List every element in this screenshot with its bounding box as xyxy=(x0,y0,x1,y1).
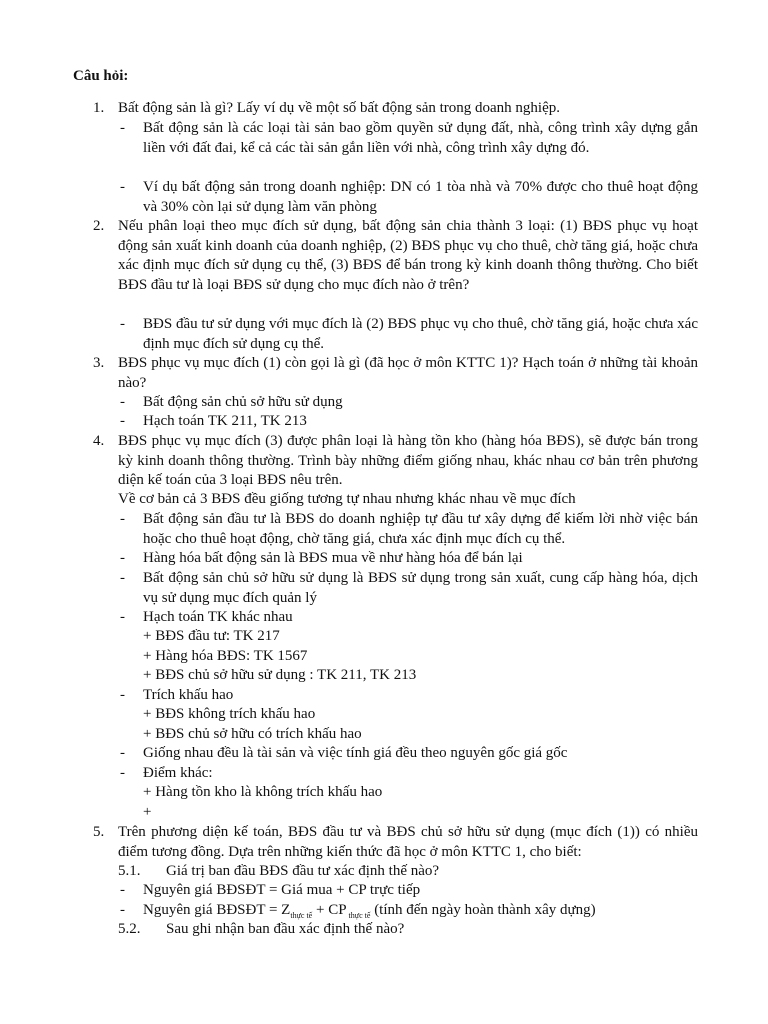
question-1-text: Bất động sản là gì? Lấy ví dụ về một số bất động sản trong doanh nghiệp. xyxy=(118,100,561,116)
formula-subscript: thực tế xyxy=(290,911,313,920)
answer-4-bullet: Trích khấu hao xyxy=(143,687,234,703)
bullet-dash: - xyxy=(120,882,125,898)
answer-4-bullet: Điểm khác: xyxy=(143,765,213,781)
answer-2-bullet: BĐS đầu tư sử dụng với mục đích là (2) BĐS phục vụ cho thuê, chờ tăng giá, hoặc chưa xác định mục đích sử dụng cụ thể. xyxy=(143,316,698,352)
answer-5-1-bullet: Nguyên giá BĐSĐT = Giá mua + CP trực tiếp xyxy=(143,882,421,898)
bullet-dash: - xyxy=(120,745,125,761)
depreciation-line: + BĐS chủ sở hữu có trích khấu hao xyxy=(143,726,362,742)
subquestion-5-2-text: Sau ghi nhận ban đầu xác định thế nào? xyxy=(166,921,405,937)
bullet-dash: - xyxy=(120,550,125,566)
difference-line: + xyxy=(143,804,152,820)
question-5-text: Trên phương diện kế toán, BĐS đầu tư và BĐS chủ sở hữu sử dụng (mục đích (1)) có nhiều điểm tương đồng. Dựa trên những kiến thức đã học ở môn KTTC 1, cho biết: xyxy=(118,824,698,860)
question-number: 5. xyxy=(93,824,105,840)
difference-line: + Hàng tồn kho là không trích khấu hao xyxy=(143,784,383,800)
answer-1-bullet: Ví dụ bất động sản trong doanh nghiệp: DN có 1 tòa nhà và 70% được cho thuê hoạt động và 30% còn lại sử dụng làm văn phòng xyxy=(143,179,698,215)
bullet-dash: - xyxy=(120,179,125,195)
formula-part: + CP xyxy=(312,902,347,918)
question-3-text: BĐS phục vụ mục đích (1) còn gọi là gì (đã học ở môn KTTC 1)? Hạch toán ở những tài khoản nào? xyxy=(118,355,698,391)
question-number: 2. xyxy=(93,218,105,234)
question-2-text: Nếu phân loại theo mục đích sử dụng, bất động sản chia thành 3 loại: (1) BĐS phục vụ hoạt động sản xuất kinh doanh của doanh nghiệp, (2) BĐS phục vụ cho thuê, chờ tăng giá, hoặc chưa xác định mục đích sử dụng cụ thể, (3) BĐS để bán trong kỳ kinh doanh thông thường. Cho biết BĐS đầu tư là loại BĐS sử dụng cho mục đích nào ở trên? xyxy=(118,218,698,293)
section-heading: Câu hỏi: xyxy=(73,68,129,84)
subquestion-number: 5.1. xyxy=(118,863,141,879)
answer-4-bullet: Hạch toán TK khác nhau xyxy=(143,609,293,625)
bullet-dash: - xyxy=(120,120,125,136)
formula-subscript: thực tế xyxy=(346,911,371,920)
bullet-dash: - xyxy=(120,316,125,332)
formula-part: Nguyên giá BĐSĐT = Z xyxy=(143,902,291,918)
bullet-dash: - xyxy=(120,394,125,410)
question-number: 4. xyxy=(93,433,105,449)
bullet-dash: - xyxy=(120,765,125,781)
answer-3-bullet: Bất động sản chủ sở hữu sử dụng xyxy=(143,394,343,410)
bullet-dash: - xyxy=(120,413,125,429)
account-line: + BĐS đầu tư: TK 217 xyxy=(143,628,280,644)
formula-part: (tính đến ngày hoàn thành xây dựng) xyxy=(370,902,596,918)
depreciation-line: + BĐS không trích khấu hao xyxy=(143,706,316,722)
bullet-dash: - xyxy=(120,609,125,625)
question-4-text: BĐS phục vụ mục đích (3) được phân loại là hàng tồn kho (hàng hóa BĐS), sẽ được bán trong kỳ kinh doanh thông thường. Trình bày những điểm giống nhau, khác nhau cơ bản trên phương diện kế toán của 3 loại BĐS nêu trên. xyxy=(118,433,698,488)
answer-3-bullet: Hạch toán TK 211, TK 213 xyxy=(143,413,307,429)
account-line: + BĐS chủ sở hữu sử dụng : TK 211, TK 213 xyxy=(143,667,417,683)
subquestion-5-1-text: Giá trị ban đầu BĐS đầu tư xác định thế nào? xyxy=(166,863,440,879)
answer-4-bullet: Bất động sản đầu tư là BĐS do doanh nghiệp tự đầu tư xây dựng để kiếm lời nhờ việc bán hoặc cho thuê hoạt động, chờ tăng giá, chưa xác định mục đích cụ thể. xyxy=(143,511,698,547)
question-number: 1. xyxy=(93,100,105,116)
answer-4-bullet: Bất động sản chủ sở hữu sử dụng là BĐS sử dụng trong sản xuất, cung cấp hàng hóa, dịch vụ sử dụng mục đích quản lý xyxy=(143,570,698,606)
bullet-dash: - xyxy=(120,570,125,586)
answer-4-bullet: Hàng hóa bất động sản là BĐS mua về như hàng hóa để bán lại xyxy=(143,550,523,566)
bullet-dash: - xyxy=(120,511,125,527)
account-line: + Hàng hóa BĐS: TK 1567 xyxy=(143,648,308,664)
answer-4-intro: Về cơ bản cả 3 BĐS đều giống tương tự nhau nhưng khác nhau về mục đích xyxy=(118,491,576,507)
question-number: 3. xyxy=(93,355,105,371)
bullet-dash: - xyxy=(120,687,125,703)
subquestion-number: 5.2. xyxy=(118,921,141,937)
answer-4-bullet: Giống nhau đều là tài sản và việc tính giá đều theo nguyên gốc giá gốc xyxy=(143,745,568,761)
answer-1-bullet: Bất động sản là các loại tài sản bao gồm quyền sử dụng đất, nhà, công trình xây dựng gắn liền với đất đai, kể cả các tài sản gắn liền với nhà, công trình xây dựng đó. xyxy=(143,120,698,156)
bullet-dash: - xyxy=(120,902,125,918)
